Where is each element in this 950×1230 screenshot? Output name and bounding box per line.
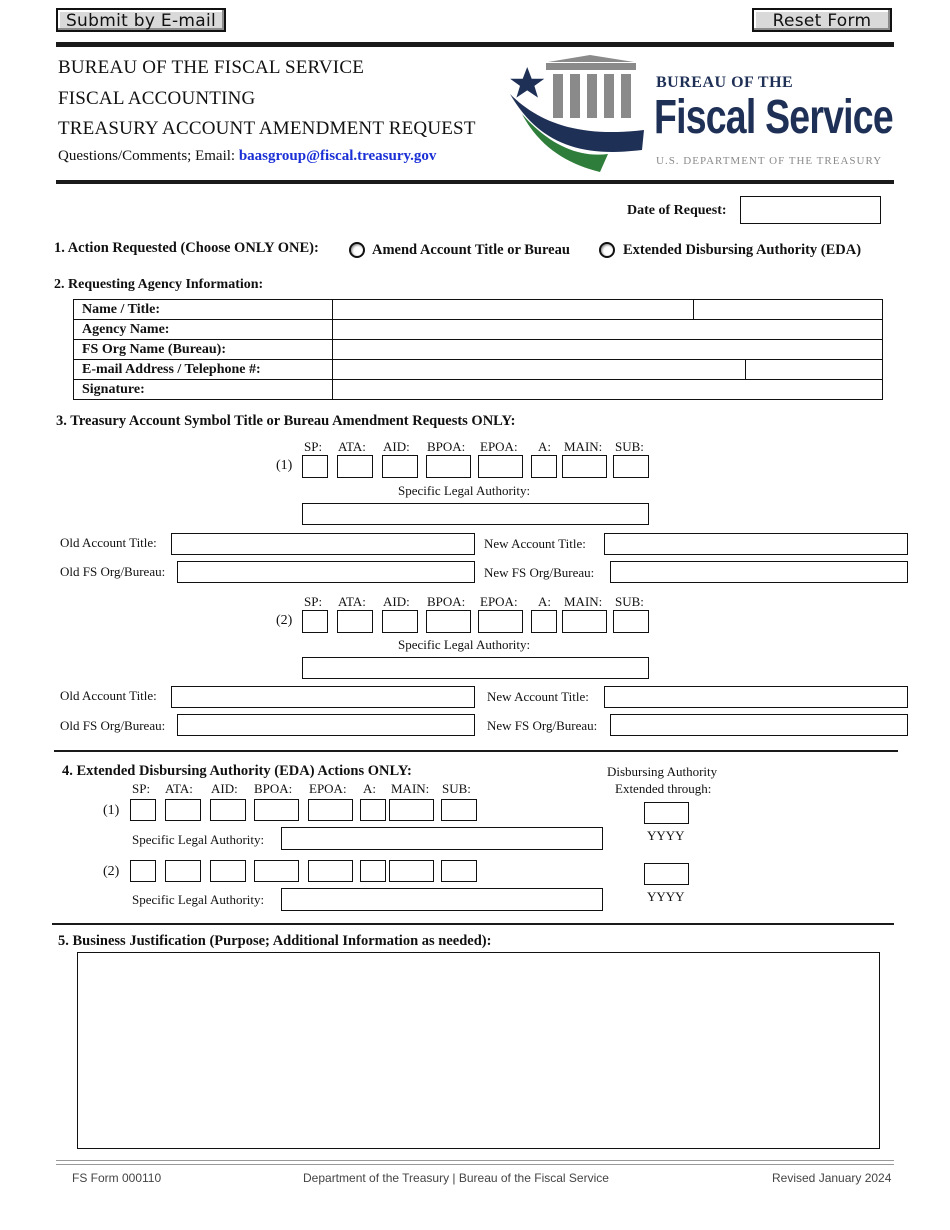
section2-title: 2. Requesting Agency Information: [54, 277, 264, 292]
agency-row-agency [74, 320, 883, 340]
section1-title: 1. Action Requested (Choose ONLY ONE): [54, 240, 319, 256]
s4e2-aid-input[interactable] [210, 860, 246, 882]
s3e1-epoa-label: EPOA: [480, 439, 518, 454]
s3e2-aid-input[interactable] [382, 610, 418, 633]
s3e1-bpoa-input[interactable] [426, 455, 471, 478]
s4e1-bpoa-input[interactable] [254, 799, 299, 821]
s4-a-label: A: [363, 781, 376, 796]
logo-top-text: BUREAU OF THE [656, 74, 794, 91]
s4e1-legal-authority-label: Specific Legal Authority: [132, 832, 265, 847]
contact-label: Questions/Comments; Email: [58, 148, 236, 164]
section4-divider [52, 923, 894, 925]
s3e2-new-org-input[interactable] [610, 714, 908, 736]
s3e1-a-input[interactable] [531, 455, 557, 478]
reset-form-button[interactable]: Reset Form [752, 8, 892, 32]
s3e1-new-org-label: New FS Org/Bureau: [484, 565, 595, 580]
signature-input[interactable] [333, 380, 883, 400]
s3e2-aid-label: AID: [383, 594, 410, 609]
s3e1-legal-authority-label: Specific Legal Authority: [398, 483, 531, 498]
s3e1-old-title-label: Old Account Title: [60, 535, 157, 550]
s3e2-epoa-input[interactable] [478, 610, 523, 633]
s4e1-aid-input[interactable] [210, 799, 246, 821]
agency-row-email [74, 360, 883, 380]
eda-label: Extended Disbursing Authority (EDA) [623, 242, 862, 258]
s4-bpoa-label: BPOA: [254, 781, 293, 796]
s3e2-sub-label: SUB: [615, 594, 644, 609]
agency-row-signature [74, 380, 883, 400]
page-title: TREASURY ACCOUNT AMENDMENT REQUEST [58, 118, 476, 139]
s3e2-bpoa-input[interactable] [426, 610, 471, 633]
s3e2-new-title-label: New Account Title: [487, 689, 589, 704]
fiscal-service-logo [508, 52, 898, 176]
telephone-input[interactable] [745, 360, 746, 379]
agency-row-org [74, 340, 883, 360]
s3e2-a-input[interactable] [531, 610, 557, 633]
s4e2-sub-input[interactable] [441, 860, 477, 882]
header-division: FISCAL ACCOUNTING [58, 88, 256, 109]
footer-form-number: FS Form 000110 [72, 1171, 162, 1185]
logo-sub-text: U.S. DEPARTMENT OF THE TREASURY [656, 155, 883, 167]
s4-aid-label: AID: [211, 781, 238, 796]
logo-main-text: Fiscal Service [654, 91, 893, 144]
s4e2-ata-input[interactable] [165, 860, 201, 882]
treasury-building-icon [508, 52, 648, 176]
s3e1-aid-label: AID: [383, 439, 410, 454]
name-title-extra-cell[interactable] [693, 300, 694, 319]
section3-divider [54, 750, 898, 752]
date-of-request-label: Date of Request: [627, 203, 727, 218]
s3e2-a-label: A: [538, 594, 551, 609]
s4e2-bpoa-input[interactable] [254, 860, 299, 882]
s4e2-epoa-input[interactable] [308, 860, 353, 882]
s4e2-legal-authority-input[interactable] [281, 888, 603, 911]
header-bureau: BUREAU OF THE FISCAL SERVICE [58, 57, 365, 78]
s4e1-main-input[interactable] [389, 799, 434, 821]
s3e2-legal-authority-input[interactable] [302, 657, 649, 679]
s3e2-main-input[interactable] [562, 610, 607, 633]
fs-org-name-label: FS Org Name (Bureau): [74, 340, 333, 360]
s4e1-year-hint: YYYY [647, 828, 685, 843]
name-title-input[interactable] [333, 300, 883, 320]
s3e1-new-org-input[interactable] [610, 561, 908, 583]
s4e1-epoa-input[interactable] [308, 799, 353, 821]
footer-department: Department of the Treasury | Bureau of the Fiscal Service [303, 1171, 609, 1185]
s4e2-year-input[interactable] [644, 863, 689, 885]
s3e2-old-org-label: Old FS Org/Bureau: [60, 718, 166, 733]
extended-through-label: Extended through: [615, 781, 712, 796]
s3e1-new-title-input[interactable] [604, 533, 908, 555]
header-bottom-rule [56, 180, 894, 184]
s3e1-main-input[interactable] [562, 455, 607, 478]
section4-title: 4. Extended Disbursing Authority (EDA) Actions ONLY: [62, 763, 412, 779]
s3e2-sub-input[interactable] [613, 610, 649, 633]
submit-by-email-button[interactable]: Submit by E-mail [56, 8, 226, 32]
amend-account-label: Amend Account Title or Bureau [372, 242, 570, 258]
footer-rule-top [56, 1160, 894, 1161]
s3e1-ata-label: ATA: [338, 439, 366, 454]
agency-name-input[interactable] [333, 320, 883, 340]
s3e1-main-label: MAIN: [564, 439, 603, 454]
footer-rule-bottom [56, 1164, 894, 1165]
s4-sub-label: SUB: [442, 781, 471, 796]
s3e2-new-org-label: New FS Org/Bureau: [487, 718, 598, 733]
s3e1-new-title-label: New Account Title: [484, 536, 586, 551]
s4-entry1-number: (1) [103, 803, 120, 818]
s3e1-aid-input[interactable] [382, 455, 418, 478]
s3e1-sub-label: SUB: [615, 439, 644, 454]
header-top-rule [56, 42, 894, 47]
s4-main-label: MAIN: [391, 781, 430, 796]
s4-epoa-label: EPOA: [309, 781, 347, 796]
s3e2-new-title-input[interactable] [604, 686, 908, 708]
fs-org-name-input[interactable] [333, 340, 883, 360]
s3e2-old-title-label: Old Account Title: [60, 688, 157, 703]
s4-sp-label: SP: [132, 781, 151, 796]
s4e2-sp-input[interactable] [130, 860, 156, 882]
s4e1-year-input[interactable] [644, 802, 689, 824]
s3e2-ata-label: ATA: [338, 594, 366, 609]
agency-name-label: Agency Name: [74, 320, 333, 340]
s3e1-epoa-input[interactable] [478, 455, 523, 478]
s4-entry2-number: (2) [103, 864, 120, 879]
section3-title: 3. Treasury Account Symbol Title or Bureau Amendment Requests ONLY: [56, 413, 516, 429]
s3e1-old-title-input[interactable] [171, 533, 475, 555]
eda-radio[interactable] [599, 242, 615, 258]
s3e1-bpoa-label: BPOA: [427, 439, 466, 454]
date-of-request-input[interactable] [740, 196, 881, 224]
s3e2-old-title-input[interactable] [171, 686, 475, 708]
s4-ata-label: ATA: [165, 781, 193, 796]
s3e2-old-org-input[interactable] [177, 714, 475, 736]
s3e1-old-org-label: Old FS Org/Bureau: [60, 564, 166, 579]
s4e1-legal-authority-input[interactable] [281, 827, 603, 850]
s3e1-ata-input[interactable] [337, 455, 373, 478]
section5-title: 5. Business Justification (Purpose; Additional Information as needed): [58, 933, 492, 949]
s4e1-sub-input[interactable] [441, 799, 477, 821]
s3e1-old-org-input[interactable] [177, 561, 475, 583]
s3e2-sp-input[interactable] [302, 610, 328, 633]
disbursing-authority-label: Disbursing Authority [607, 764, 718, 779]
s4e2-a-input[interactable] [360, 860, 386, 882]
email-phone-label: E-mail Address / Telephone #: [74, 360, 333, 380]
s3e2-legal-authority-label: Specific Legal Authority: [398, 637, 531, 652]
footer-revised: Revised January 2024 [772, 1171, 892, 1185]
s3e1-a-label: A: [538, 439, 551, 454]
signature-label: Signature: [74, 380, 333, 400]
s4e1-sp-input[interactable] [130, 799, 156, 821]
s3e1-sp-label: SP: [304, 439, 323, 454]
s3e1-sp-input[interactable] [302, 455, 328, 478]
s3e2-ata-input[interactable] [337, 610, 373, 633]
name-title-label: Name / Title: [74, 300, 333, 320]
s3e1-legal-authority-input[interactable] [302, 503, 649, 525]
business-justification-textarea[interactable] [77, 952, 880, 1149]
contact-line [58, 148, 436, 165]
agency-info-table [73, 299, 883, 400]
s3-entry1-number: (1) [276, 458, 293, 473]
s4e2-legal-authority-label: Specific Legal Authority: [132, 892, 265, 907]
s3e2-main-label: MAIN: [564, 594, 603, 609]
email-input[interactable] [333, 360, 883, 380]
s3e1-sub-input[interactable] [613, 455, 649, 478]
s4e1-ata-input[interactable] [165, 799, 201, 821]
amend-account-radio[interactable] [349, 242, 365, 258]
contact-email-link[interactable]: baasgroup@fiscal.treasury.gov [238, 148, 437, 164]
s3-entry2-number: (2) [276, 613, 293, 628]
s3e2-epoa-label: EPOA: [480, 594, 518, 609]
s4e1-a-input[interactable] [360, 799, 386, 821]
s3e2-bpoa-label: BPOA: [427, 594, 466, 609]
s3e2-sp-label: SP: [304, 594, 323, 609]
agency-row-name [74, 300, 883, 320]
s4e2-year-hint: YYYY [647, 889, 685, 904]
s4e2-main-input[interactable] [389, 860, 434, 882]
